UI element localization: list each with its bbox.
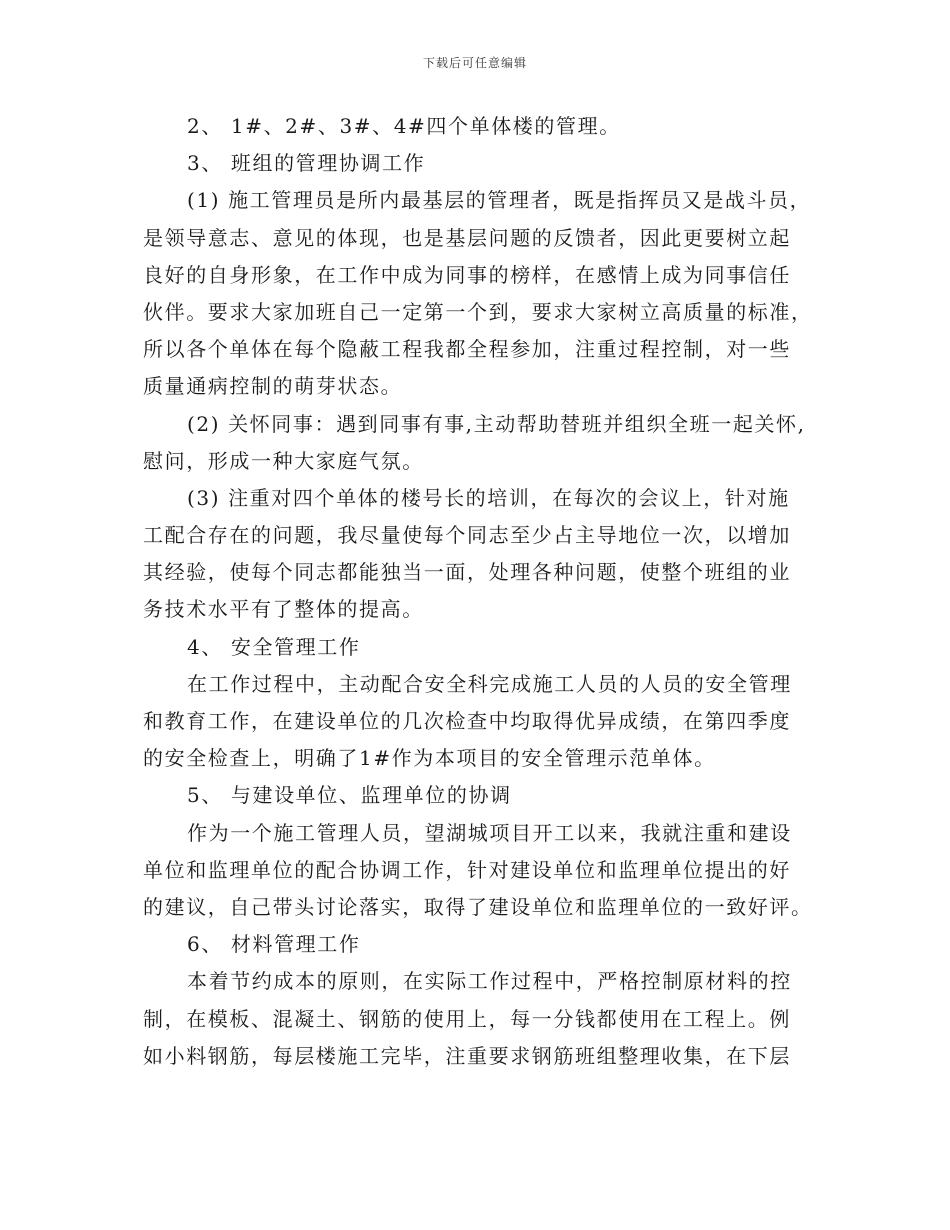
text-line: 的安全检查上，明确了1#作为本项目的安全管理示范单体。 [143,746,716,771]
text-line: 6、 材料管理工作 [187,932,361,957]
text-line: 是领导意志、意见的体现，也是基层问题的反馈者，因此更要树立起 [143,225,791,250]
text-line: 5、 与建设单位、监理单位的协调 [187,783,512,808]
text-line: 制，在模板、混凝土、钢筋的使用上，每一分钱都使用在工程上。例 [143,1006,791,1031]
text-line: 3、 班组的管理协调工作 [187,151,426,176]
text-line: 和教育工作，在建设单位的几次检查中均取得优异成绩，在第四季度 [143,709,791,733]
text-line: 所以各个单体在每个隐蔽工程我都全程参加，注重过程控制，对一些 [143,337,791,362]
text-line: (1) 施工管理员是所内最基层的管理者，既是指挥员又是战斗员， [187,188,812,213]
text-line: (2) 关怀同事：遇到同事有事,主动帮助替班并组织全班一起关怀, [187,411,806,436]
text-line: 在工作过程中，主动配合安全科完成施工人员的人员的安全管理 [187,671,792,696]
text-line: 伙伴。要求大家加班自己一定第一个到，要求大家树立高质量的标准， [143,299,813,324]
document-body [143,108,823,1075]
text-line: 务技术水平有了整体的提高。 [143,597,424,622]
text-line: 如小料钢筋，每层楼施工完毕，注重要求钢筋班组整理收集，在下层 [143,1043,791,1068]
text-line: (3) 注重对四个单体的楼号长的培训，在每次的会议上，针对施 [187,485,790,510]
text-line: 工配合存在的问题，我尽量使每个同志至少占主导地位一次，以增加 [143,523,791,548]
text-line: 本着节约成本的原则，在实际工作过程中，严格控制原材料的控 [187,969,792,994]
text-line: 2、 1#、2#、3#、4#四个单体楼的管理。 [187,114,621,138]
text-line: 质量通病控制的萌芽状态。 [143,374,403,399]
text-line: 慰问，形成一种大家庭气氛。 [143,448,424,473]
text-line: 其经验，使每个同志都能独当一面，处理各种问题，使整个班组的业 [143,560,791,585]
text-line: 作为一个施工管理人员，望湖城项目开工以来，我就注重和建设 [187,820,792,845]
page-header: 下载后可任意编辑 [422,56,527,70]
text-line: 的建议，自己带头讨论落实，取得了建设单位和监理单位的一致好评。 [143,894,813,919]
text-line: 单位和监理单位的配合协调工作，针对建设单位和监理单位提出的好 [143,857,791,882]
text-line: 良好的自身形象，在工作中成为同事的榜样，在感情上成为同事信任 [143,262,791,287]
text-line: 4、 安全管理工作 [187,634,361,659]
